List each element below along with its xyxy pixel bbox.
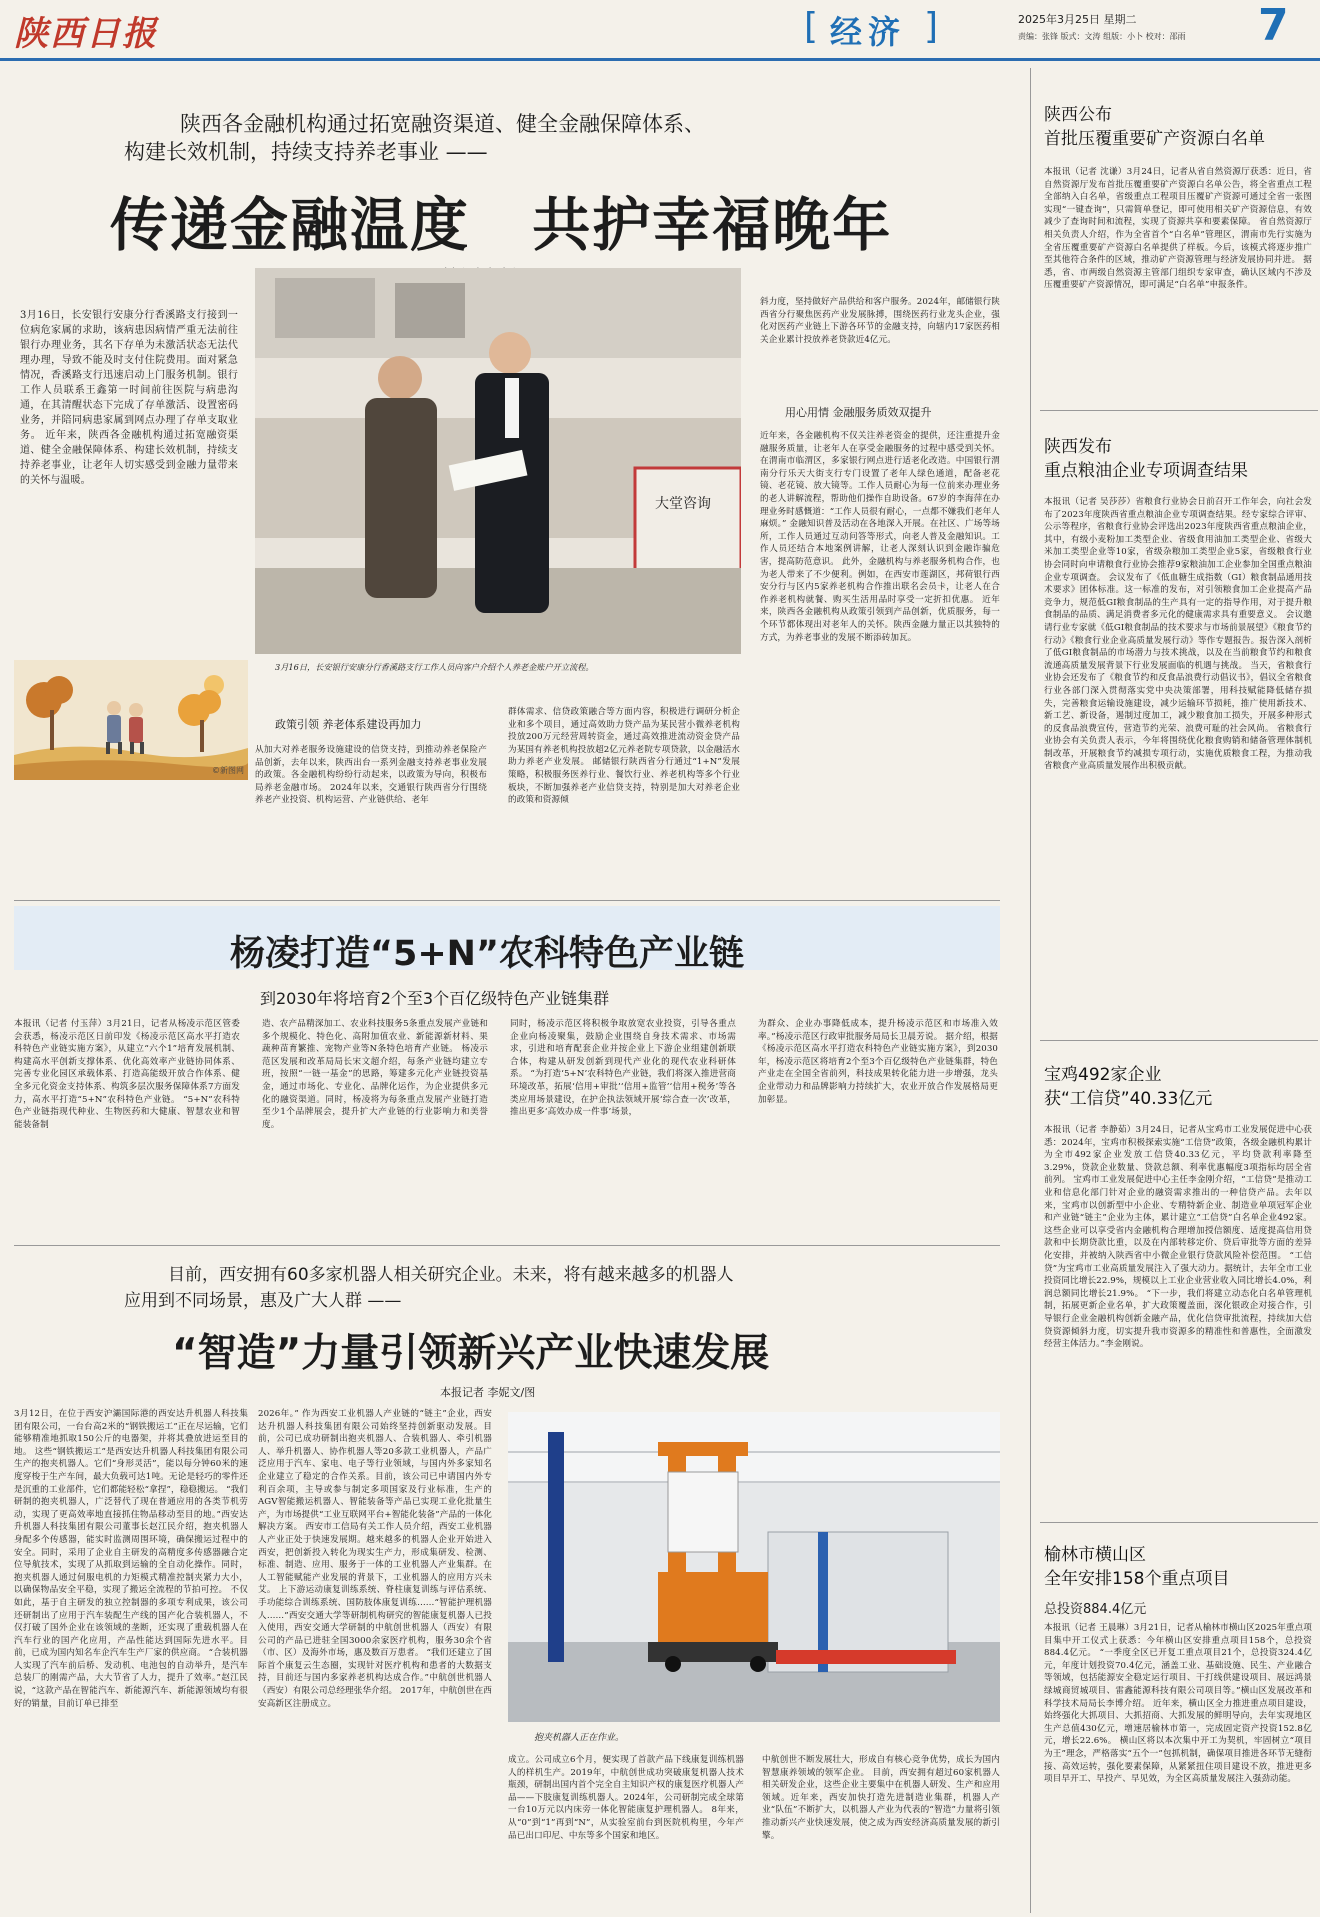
article3-byline: 本报记者 李妮文/图 bbox=[440, 1386, 536, 1399]
article1-col1: 从加大对养老服务设施建设的信贷支持，到推动养老保险产品创新，去年以来，陕西出台一系列金融支持养老事业发展的政策。各金融机构纷纷行动起来，以政策为导向，积极布局养老金融市场。 2024年以来，交通银行陕西省分行围绕养老产业投资、机构运营、产业链供给、老年 bbox=[255, 745, 487, 806]
article1-subhead2: 用心用情 金融服务质效双提升 bbox=[785, 406, 932, 419]
svg-text:大堂咨询: 大堂咨询 bbox=[655, 496, 711, 512]
article3-col4: 中航创世不断发展壮大，形成自有核心竞争优势，成长为国内智慧康养领域的领军企业。 目前，西安拥有超过60家机器人相关研发企业，这些企业主要集中在机器人研发、生产和应用领域。近年来，西安加快打造先进制造业集群，机器人产业“队伍”不断扩大，以机器人产业为代表的“智造”力量将引领推动新兴产业快速发展，使之成为西安经济高质量发展的新引擎。 bbox=[762, 1755, 1000, 1841]
article3-col1: 3月12日，在位于西安沪灞国际港的西安达升机器人科技集团有限公司，一台台高2米的“钢铁搬运工”正在尽运输，它们能够精准地抓取150公斤的电器架，并将其叠放进运至目的地。 这些“钢铁搬运工”是西安达升机器人科技集团有限公司生产的抱夹机器人。它们“身形灵活”，能以每分钟60米的速度穿梭于生产车间，最大负载可达1吨。无论是轻巧的零件还是沉重的工业部件，它们都能轻松“拿捏”，稳稳搬运。 “我们研制的抱夹机器人，广泛替代了现在普通应用的各类节机劳动，实现了更高效率地直接抓住物品移动至目的地。”西安达升机器人科技集团有限公司董事长赵江民介绍，抱夹机器人身配多个传感器，能实时监测周围环境，确保搬运过程中的安全。同时，采用了企业自主研发的高精度多传感器融合定位导航技术，实现了从抓取到运输的全自动化操作。同时，抱夹机器人通过伺服电机的力矩模式精准控制夹紧力大小，以确保物品安全平稳，实现了搬运全流程的节拍可控。 不仅如此，基于自主研发的独立控制器的多项专利成果，该公司还研制出了应用于汽车装配生产线的国产化合装机器人，不仅打破了国外企业在该领域的垄断，还实现了重载机器人在汽车行业的国产化应用，产品性能达到国际先进水平。目前，已成为国内知名车企汽车生产厂家的供应商。 “合装机器人实现了汽车前后桥、发动机、电池包的自动举升，是汽车总装厂的刚需产品，大大节省了人力，提升了效率。”赵江民说，“这款产品在智能汽车、新能源汽车、新能源领域均有很好的销量，目前订单已排至 bbox=[14, 1409, 248, 1709]
article1-col3-bottom: 近年来，各金融机构不仅关注养老资金的提供，还注重提升金融服务质量，让老年人在享受金融服务的过程中感受到关怀。 在渭南市临渭区，多家银行网点进行适老化改造。中国银行渭南分行乐天大街支行专门设置了老年人绿色通道，配备老花镜、老花镜、放大镜等。工作人员耐心为每一位前来办理业务的老人讲解流程，帮助他们操作自助设备。67岁的李海萍在办理业务时感慨道：“工作人员很有耐心，一点都不嫌我们老年人麻烦。” 金融知识普及活动在各地深入开展。在社区、广场等场所，工作人员通过互动问答等形式，向老人普及金融知识。工作人员还结合本地案例讲解，让老人深刻认识到金融诈骗危害，提高防范意识。 此外，金融机构与养老服务机构合作，也为老人带来了不少便利。例如，在西安市莲湖区，邦荷银行西安分行与区内5家养老机构合作推出联名会员卡，让老人在合作养老机构就餐、购买生活用品时享受一定折扣优惠。 近年来，陕西各金融机构从政策引领到产品创新，优质服务，每一个环节都体现出对老年人的关怀。陕西金融力量正以其独特的方式，为养老事业的发展不断添砖加瓦。 bbox=[760, 431, 1000, 643]
brief2-title-line2: 重点粮油企业专项调查结果 bbox=[1044, 461, 1248, 481]
brief3-title-line1: 宝鸡492家企业 bbox=[1044, 1065, 1162, 1085]
brief1-body: 本报讯（记者 沈谦）3月24日，记者从省自然资源厅获悉：近日，省自然资源厅发布首批压覆重要矿产资源白名单公告，将全省重点工程全部纳入白名单，省级重点工程项目压覆矿产资源可通过全省一张图实现“一键查询”，只需简单登记，即可使用相关矿产资源信息，有效减少了查询时间和流程，实现了资源共享和要素保障。 省自然资源厅相关负责人介绍，作为全省首个“白名单”管理区，渭南市先行实施为全省压覆重要矿产资源白名单提供了样板。今后，该模式将逐步推广至其他符合条件的区域，推动矿产资源管理与经济发展协同并进。 据悉，省、市两级自然资源主管部门组织专家审查，确认区域内不涉及压覆重要矿产资源情况，即可满足“白名单”申报条件。 bbox=[1044, 167, 1312, 291]
brief4-title-line3: 总投资884.4亿元 bbox=[1044, 1602, 1147, 1617]
article3-col2: 2026年。” 作为西安工业机器人产业链的“链主”企业，西安达升机器人科技集团有限公司始终坚持创新驱动发展。目前，公司已成功研制出抱夹机器人、合装机器人、牵引机器人、举升机器人、协作机器人等20多款工业机器人，产品广泛应用于汽车、家电、电子等行业领域，与国内外多家知名企业建立了稳定的合作关系。目前，该公司已申请国内外专利百余项，主导或参与制定多项国家及行业标准，生产的AGV智能搬运机器人、智能装备等产品已实现工业化批量生产，为市场提供“工业互联网平台+智能化装备”产品的一体化解决方案。 西安市工信局有关工作人员介绍，西安工业机器人产业正处于快速发展期。越来越多的机器人企业开始进入西安，把创新投入转化为现实生产力，形成集研发、检测、标准、制造、应用、服务于一体的工业机器人产业集群。在人工智能赋能产业发展的背景下，工业机器人的应用方兴未艾。 上下游运动康复训练系统、脊柱康复训练与评估系统、手功能综合训练系统、国防肢体康复训练……“智能护理机器人……”西安交通大学等研制机构研究的智能康复机器人已投入使用，西安交通大学研制的中航创世机器人（西安）有限公司的产品已进驻全国3000余家医疗机构，服务30余个省（市、区）及海外市场，惠及数百万患者。 “我们还建立了国际首个康复云生态圈，实现针对医疗机构和患者的大数据支持，目前还与国内多家养老机构达成合作。”中航创世机器人（西安）有限公司总经理张华介绍。 2017年，中航创世在西安高新区注册成立。 bbox=[258, 1409, 492, 1709]
brief2-title-line1: 陕西发布 bbox=[1044, 437, 1112, 457]
article1-sidebar-text: 3月16日，长安银行安康分行香溪路支行接到一位病危家属的求助，该病患因病情严重无法前往银行办理业务，其名下存单为未激活状态无法代理办理，导致不能及时支付住院费用。面对紧急情况，香溪路支行迅速启动上门服务机制。银行工作人员联系王鑫第一时间前往医院与病患沟通，在其清醒状态下完成了存单激活、设置密码业务，并陪同病患家属到网点办理了存单支取业务。 近年来，陕西各金融机构通过拓宽融资渠道、健全金融保障体系、构建长效机制，持续支持养老事业，让老年人切实感受到金融力量带来的关怀与温暖。 bbox=[20, 310, 238, 486]
article1-subhead1: 政策引领 养老体系建设再加力 bbox=[275, 718, 422, 731]
article1-photo-caption: 3月16日，长安银行安康分行香溪路支行工作人员向客户介绍个人养老金账户开立流程。 bbox=[275, 662, 594, 672]
section-bracket-right: ] bbox=[924, 6, 939, 47]
divider-brief2 bbox=[1040, 1040, 1318, 1041]
divider-brief3 bbox=[1040, 1522, 1318, 1523]
article1-kicker-line2: 构建长效机制，持续支持养老事业 —— bbox=[124, 140, 488, 164]
section-bracket-left: [ bbox=[804, 6, 819, 47]
divider-a1 bbox=[14, 900, 1000, 901]
bank-service-photo bbox=[255, 268, 741, 654]
elderly-couple-illustration bbox=[14, 660, 248, 780]
article2-subheadline: 到2030年将培育2个至3个百亿级特色产业链集群 bbox=[260, 989, 610, 1008]
article2-col1: 本报讯（记者 付玉萍）3月21日，记者从杨凌示范区管委会获悉，杨凌示范区日前印发《杨凌示范区高水平打造农科特色产业链实施方案》，从建立“六个1”培育发展机制、构建高水平创新支撑体系、优化高效率产业链协同体系、完善专业化园区承载体系、打造高能级开放合作体系、健全多元化资金支持体系、构筑多层次服务保障体系7方面发力，高水平打造“5+N”农科特色产业链。 “5+N”农科特色产业链指现代种业、生物医药和大健康、智慧农业和智能装备制 bbox=[14, 1019, 240, 1130]
article2-col2: 造、农产品精深加工、农业科技服务5条重点发展产业链和多个规模化、特色化、高附加值农业、新能源新材料、果蔬种苗育繁推、宠物产业等N条特色培育产业链。 杨凌示范区发展和改革局局长宋文超介绍，每条产业链均建立专班，按照“一链一基金”的思路，筹建多元化产业链投资基金，通过市场化、专业化、品牌化运作，为企业提供多元化的融资渠道。同时，杨凌将为每条重点发展产业链打造至少1个品牌展会，提升扩大产业链的行业影响力和美誉度。 bbox=[262, 1019, 488, 1130]
article2-col4: 为群众、企业办事降低成本，提升杨凌示范区和市场准入效率。”杨凌示范区行政审批服务局局长卫晨芳说。 据介绍，根据《杨凌示范区高水平打造农科特色产业链实施方案》，到2030年，杨凌示范区将培育2个至3个百亿级特色产业链集群，特色产业走在全国全省前列，科技成果转化能力进一步增强，龙头企业带动力和品牌影响力持续扩大，农业开放合作发展格局更加彰显。 bbox=[758, 1019, 998, 1105]
illustration-credit: ©新图网 bbox=[212, 766, 244, 775]
brief3-title-line2: 获“工信贷”40.33亿元 bbox=[1044, 1089, 1213, 1109]
section-label: 经济 bbox=[830, 13, 907, 51]
article3-col3: 成立。公司成立6个月，便实现了首款产品下线康复训练机器人的样机生产。2019年，中航创世成功突破康复机器人技术瓶颈，研制出国内首个完全自主知识产权的康复医疗机器人产品——下肢康复训练机器人。2024年，公司研制完成全球第一台10万元以内床旁一体化智能康复护理机器人。 8年来，从“0”到“1”再到“N”，从实验室前台到医院机构里，今年产品已出口印尼、中东等多个国家和地区。 bbox=[508, 1755, 744, 1841]
masthead-rule bbox=[0, 58, 1320, 61]
brief4-title-line1: 榆林市横山区 bbox=[1044, 1545, 1146, 1565]
article3-kicker-line2: 应用到不同场景，惠及广大人群 —— bbox=[124, 1291, 402, 1311]
brief4-body: 本报讯（记者 王晨琳）3月21日，记者从榆林市横山区2025年重点项目集中开工仪式上获悉：今年横山区安排重点项目158个，总投资884.4亿元。 “一季度全区已开复工重点项目21个，总投资324.4亿元，年度计划投资70.4亿元，涵盖工业、基础设施、民生、产业融合等领域，包括能源安全稳定运行项目、干打线供建设项目、展远鸿景绿城商贸城项目、雷鑫能源科技有限公司项目等。”横山区发展改革和科学技术局局长李博介绍。 近年来，横山区全力推进重点项目建设，始终强化大抓项目、大抓招商、大抓发展的鲜明导向，去年实现地区生产总值430亿元，增速居榆林市第一，完成固定资产投资152.8亿元，增长22.6%。 横山区将以本次集中开工为契机，牢固树立“项目为王”理念，严格落实“五个一”包抓机制，确保项目推进各环节无缝衔接、高效运转，强化要素保障，从紧紧扭住项目建设不放，推进更多项目早开工、早投产、早见效，为全区高质量发展注入强劲动能。 bbox=[1044, 1623, 1312, 1785]
article1-kicker-line1: 陕西各金融机构通过拓宽融资渠道、健全金融保障体系、 bbox=[180, 112, 705, 136]
brief4-title-line2: 全年安排158个重点项目 bbox=[1044, 1569, 1230, 1589]
clamp-robot-photo bbox=[508, 1412, 1000, 1722]
masthead bbox=[0, 0, 1320, 58]
brief3-body: 本报讯（记者 李静茹）3月24日，记者从宝鸡市工业发展促进中心获悉：2024年，宝鸡市积极探索实施“工信贷”政策，各级金融机构累计为全市492家企业发放工信贷40.33亿元，平均贷款利率降至3.29%，贷款企业数量、贷款总额、利率优惠幅度3项指标均居全省前列。 宝鸡市工业发展促进中心主任李金刚介绍，“工信贷”是推动工业和信息化部门针对企业的融资需求推出的一种信贷产品。去年以来，宝鸡市以创新型中小企业、专精特新企业、制造业单项冠军企业和产业链“链主”企业为主体，累计建立“工信贷”白名单企业492家。这些企业可以享受省内金融机构合理增加授信额度、适度提高信用贷款和中长期贷款比重，以及在内部转移定价、贷后审批等方面的差异化安排，并被纳入陕西省中小微企业银行贷款风险补偿范围。 “工信贷”为宝鸡市工业高质量发展注入了强大动力。据统计，去年全市工业投资同比增长22.9%，规模以上工业企业营业收入同比增长4.0%，利润总额同比增长21.9%。 “下一步，我们将建立动态化白名单管理机制，拓展更新企业名单，扩大政策覆盖面，深化银政企对接合作，引导银行企业金融机构创新金融产品，优化信贷审批流程，持续加大信贷资源倾斜力度，切实提升我市资源多的精准性和普惠性，全面激发经营主体活力。”李金刚说。 bbox=[1044, 1125, 1312, 1350]
page-number: 7 bbox=[1258, 0, 1289, 51]
right-sidebar-divider bbox=[1030, 68, 1031, 1913]
article3-headline: “智造”力量引领新兴产业快速发展 bbox=[172, 1331, 770, 1376]
brief1-title-line1: 陕西公布 bbox=[1044, 105, 1112, 125]
divider-brief1 bbox=[1040, 410, 1318, 411]
newspaper-logo: 陕西日报 bbox=[14, 14, 158, 54]
article2-col3: 同时，杨凌示范区将积极争取放宽农业投资，引导各重点企业向杨凌聚集，鼓励企业围绕自身技术需求、市场需求，引进和培育配套企业并按企业上下游企业组建创新联合体，构建从研发创新到现代产业化的现代农业科研体系。 “为打造‘5+N’农科特色产业链，我们将深入推进营商环境改革，拓展‘信用+审批’‘信用+监管’‘信用+税务’等各类应用场景建设，在护企执法领域开展‘综合查一次’改革，推出更多‘高效办成一件事’场景， bbox=[510, 1019, 736, 1118]
article1-col3-top: 斜力度，坚持做好产品供给和客户服务。2024年，邮储银行陕西省分行聚焦医药产业发展脉搏，围绕医药行业龙头企业，强化对医药产业链上下游各环节的金融支持，向辖内17家医药相关企业累计投放养老贷款近4亿元。 bbox=[760, 297, 1000, 345]
brief2-body: 本报讯（记者 吴莎莎）省粮食行业协会日前召开工作年会，向社会发布了2023年度陕西省重点粮油企业专项调查结果。经专家综合评审、公示等程序，省粮食行业协会评选出2023年度陕西省重点粮油企业，其中，有级小麦粉加工类型企业、省级食用油加工类型企业、省级大米加工类型企业等10家，省级杂粮加工类型企业5家，省级粮食行业协会同时向申请粮食行业协会推荐9家粮油加工企业参加全国重点粮油企业专项调查。 会议发布了《低血糖生成指数（GI）粮食制品通用技术要求》团体标准。这一标准的发布，对引领粮食加工企业提高产品竞争力，规范低GI粮食制品的生产具有一定的指导作用，对于提升粮食制品的品质、满足消费者多元化的健康需求具有重要意义。 会议邀请行业专家就《低GI粮食制品的技术要求与市场前景展望》《粮食节约行动》《粮食行业企业高质量发展行动》等作专题报告。报告深入剖析了低GI粮食制品的市场潜力与技术挑战，以及在当前粮食节约和粮食流通高质量发展背景下行业发展面临的机遇与挑战。 当天，省粮食行业协会还发布了《粮食节约和反食品浪费行动倡议书》，倡议全省粮食行业各部门深入贯彻落实党中央决策部署，用科技赋能降低储存损失，完善粮食运输设施建设，减少运输环节损耗，推广使用新技术、新工艺、新设备，遏制过度加工，减少粮食加工损失，开展多种形式的反食品浪费宣传，营造节约光荣、浪费可耻的社会风尚。 省粮食行业协会有关负责人表示，今年将围绕优化粮食购销和储备管理体制机制改革，开展粮食节约减损专项行动，实施优质粮食工程，为推动我省粮食产业高质量发展作出积极贡献。 bbox=[1044, 497, 1312, 772]
issue-date: 2025年3月25日 星期二 bbox=[1018, 13, 1137, 26]
brief1-title-line2: 首批压覆重要矿产资源白名单 bbox=[1044, 129, 1265, 149]
article1-col2: 群体需求、信贷政策融合等方面内容，积极进行调研分析企业和多个项目，通过高效助力贷产品为某民营小微养老机构投放200万元经营周转资金，通过高效推进流动资金贷产品为某国有养老机构投放超2亿元养老院专项贷款，以金融活水助力养老产业发展。 邮储银行陕西省分行通过“1+N”发展策略，积极服务医养行业、餐饮行业、养老机构等多个行业板块，不断加强养老产业信贷支持，特别是加大对养老企业的政策和资源倾 bbox=[508, 707, 740, 806]
article3-photo-caption: 抱夹机器人正在作业。 bbox=[534, 1733, 625, 1743]
editors-line: 责编：张锋 版式：文涛 组版：小卜 校对：邵雨 bbox=[1018, 32, 1186, 41]
divider-a2 bbox=[14, 1245, 1000, 1246]
article2-headline: 杨凌打造“5+N”农科特色产业链 bbox=[230, 934, 744, 974]
article3-kicker-line1: 目前，西安拥有60多家机器人相关研究企业。未来，将有越来越多的机器人 bbox=[168, 1265, 734, 1285]
article1-headline: 传递金融温度 共护幸福晚年 bbox=[110, 191, 893, 259]
